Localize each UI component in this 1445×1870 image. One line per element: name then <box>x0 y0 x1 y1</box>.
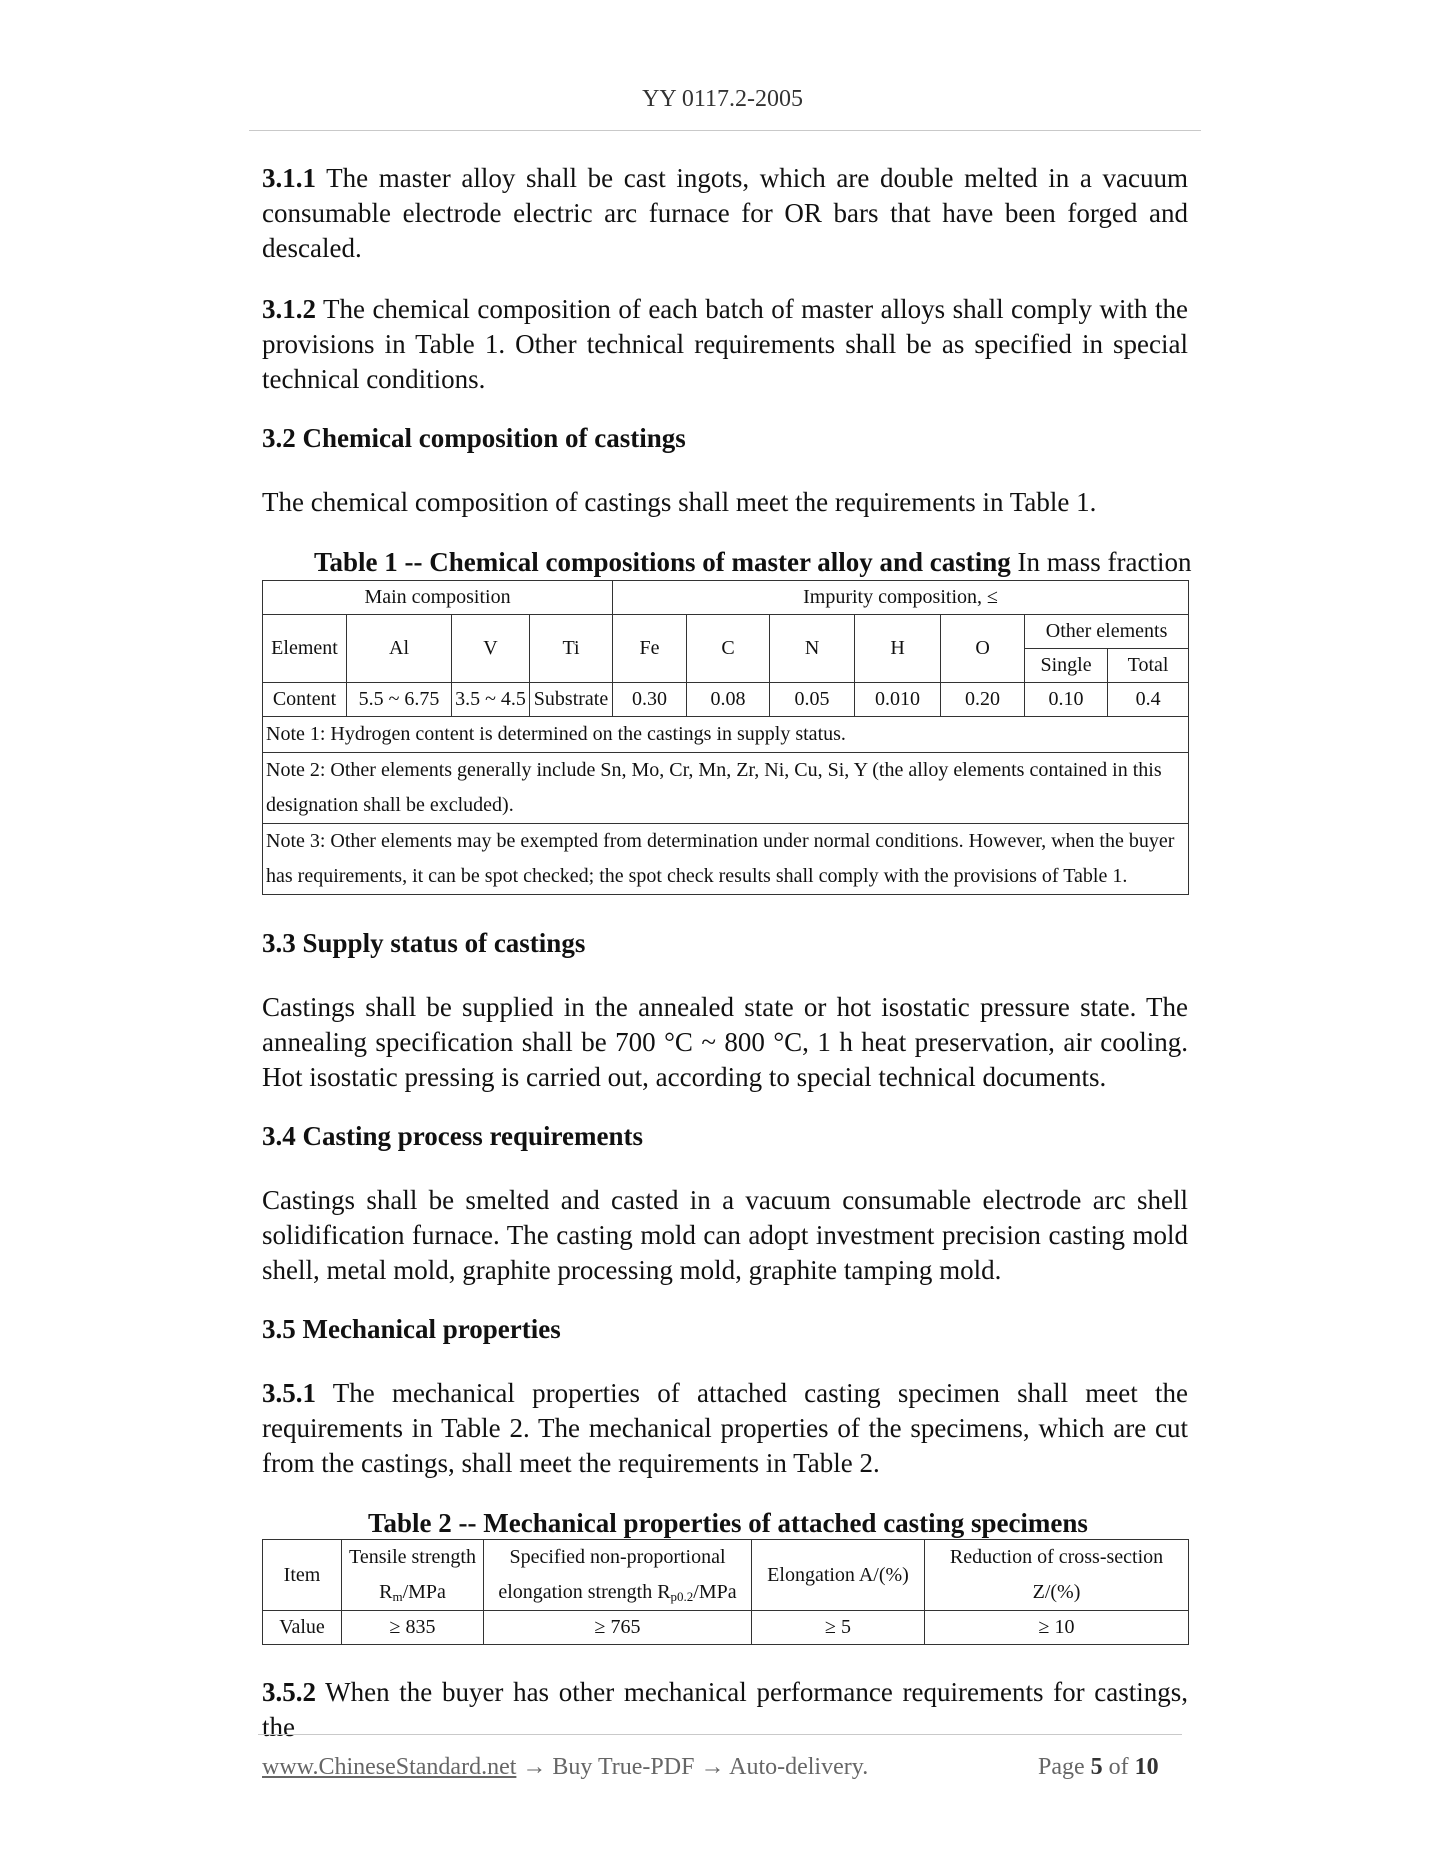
col-n: N <box>770 615 855 683</box>
value-n: 0.05 <box>770 683 855 717</box>
proof-strength-header <box>484 1540 752 1611</box>
value-v: 3.5 ~ 4.5 <box>452 683 530 717</box>
footer-tagline: → Buy True-PDF → Auto-delivery. <box>516 1754 869 1780</box>
table1-note-3: Note 3: Other elements may be exempted from determination under normal conditions. However, when the buyer has requirements, it can be spot checked; the spot check results shall comply with the provisions of Table 1. <box>263 824 1189 895</box>
content-label: Content <box>263 683 347 717</box>
value-reduction: ≥ 10 <box>925 1611 1189 1645</box>
col-ti: Ti <box>530 615 613 683</box>
clause-number: 3.1.2 <box>262 294 316 324</box>
table1-unit: In mass fraction <box>1017 547 1192 577</box>
paragraph-3-5-1 <box>262 1376 1188 1481</box>
reduction-line2: Z/(%) <box>1032 1581 1081 1603</box>
value-al: 5.5 ~ 6.75 <box>347 683 452 717</box>
table2-title: Table 2 -- Mechanical properties of attached casting specimens <box>368 1508 1088 1538</box>
table1-note-2: Note 2: Other elements generally include Sn, Mo, Cr, Mn, Zr, Ni, Cu, Si, Y (the alloy elements contained in this designation shall be excluded). <box>263 753 1189 824</box>
header-divider <box>249 130 1201 131</box>
page-label: Page <box>1038 1754 1085 1780</box>
tensile-line1: Tensile strength <box>349 1546 476 1568</box>
col-single: Single <box>1025 649 1108 683</box>
footer-left <box>262 1754 868 1781</box>
table1-caption <box>314 547 1191 578</box>
reduction-line1: Reduction of cross-section <box>949 1546 1164 1568</box>
heading-3-4: 3.4 Casting process requirements <box>262 1121 643 1151</box>
clause-text: The mechanical properties of attached casting specimen shall meet the requirements in Table 2. The mechanical properties of the specimens, which are cut from the castings, shall meet the requirements in Table 2. <box>262 1378 1188 1478</box>
clause-text: The chemical composition of each batch of master alloys shall comply with the provisions in Table 1. Other technical requirements shall be as specified in special technical conditions. <box>262 294 1188 394</box>
footer-divider <box>258 1734 1182 1735</box>
value-ti: Substrate <box>530 683 613 717</box>
table1-title: Table 1 -- Chemical compositions of master alloy and casting <box>314 547 1011 577</box>
document-header: YY 0117.2-2005 <box>642 86 803 112</box>
paragraph-3-3: Castings shall be supplied in the annealed state or hot isostatic pressure state. The annealing specification shall be 700 °C ~ 800 °C, 1 h heat preservation, air cooling. Hot isostatic pressing is carried out, according to special technical documents. <box>262 992 1188 1092</box>
tensile-subscript: m <box>392 1589 403 1604</box>
value-total: 0.4 <box>1108 683 1189 717</box>
clause-number: 3.5.1 <box>262 1378 316 1408</box>
value-label: Value <box>263 1611 342 1645</box>
heading-3-3: 3.3 Supply status of castings <box>262 928 586 958</box>
col-v: V <box>452 615 530 683</box>
table2 <box>262 1539 1189 1645</box>
table1 <box>262 580 1189 895</box>
paragraph-3-4: Castings shall be smelted and casted in a vacuum consumable electrode arc shell solidification furnace. The casting mold can adopt investment precision casting mold shell, metal mold, graphite processing mold, graphite tamping mold. <box>262 1185 1188 1285</box>
spec-subscript: p0.2 <box>670 1589 694 1604</box>
heading-3-2: 3.2 Chemical composition of castings <box>262 423 686 453</box>
paragraph-3-1-1 <box>262 161 1188 266</box>
value-proof: ≥ 765 <box>484 1611 752 1645</box>
table1-note-1: Note 1: Hydrogen content is determined on the castings in supply status. <box>263 717 1189 753</box>
clause-text: The master alloy shall be cast ingots, which are double melted in a vacuum consumable electrode electric arc furnace for OR bars that have been forged and descaled. <box>262 163 1188 263</box>
col-total: Total <box>1108 649 1189 683</box>
tensile-strength-header <box>342 1540 484 1611</box>
impurity-composition-header: Impurity composition, ≤ <box>613 581 1189 615</box>
item-label: Item <box>263 1540 342 1611</box>
elongation-header: Elongation A/(%) <box>752 1540 925 1611</box>
spec-unit: /MPa <box>693 1581 737 1603</box>
col-fe: Fe <box>613 615 687 683</box>
spec-line2: elongation strength R <box>498 1581 671 1603</box>
col-o: O <box>941 615 1025 683</box>
clause-text: When the buyer has other mechanical performance requirements for castings, the <box>262 1677 1188 1742</box>
element-label: Element <box>263 615 347 683</box>
paragraph-3-1-2 <box>262 292 1188 397</box>
tensile-unit: /MPa <box>402 1581 446 1603</box>
page-indicator <box>1038 1754 1159 1781</box>
value-tensile: ≥ 835 <box>342 1611 484 1645</box>
tensile-symbol: R <box>379 1581 393 1603</box>
table2-caption <box>368 1508 1088 1539</box>
main-composition-header: Main composition <box>263 581 613 615</box>
paragraph-3-2: The chemical composition of castings shall meet the requirements in Table 1. <box>262 487 1097 517</box>
page-total: 10 <box>1134 1754 1159 1780</box>
value-single: 0.10 <box>1025 683 1108 717</box>
of-label: of <box>1108 1754 1129 1780</box>
chinesestandard-link[interactable]: www.ChineseStandard.net <box>262 1754 517 1780</box>
reduction-header <box>925 1540 1189 1611</box>
col-h: H <box>855 615 941 683</box>
clause-number: 3.1.1 <box>262 163 316 193</box>
value-elongation: ≥ 5 <box>752 1611 925 1645</box>
page-number: 5 <box>1090 1754 1103 1780</box>
value-h: 0.010 <box>855 683 941 717</box>
value-o: 0.20 <box>941 683 1025 717</box>
other-elements-header: Other elements <box>1025 615 1189 649</box>
col-al: Al <box>347 615 452 683</box>
heading-3-5: 3.5 Mechanical properties <box>262 1314 561 1344</box>
col-c: C <box>687 615 770 683</box>
clause-number: 3.5.2 <box>262 1677 316 1707</box>
value-fe: 0.30 <box>613 683 687 717</box>
value-c: 0.08 <box>687 683 770 717</box>
spec-line1: Specified non-proportional <box>509 1546 726 1568</box>
